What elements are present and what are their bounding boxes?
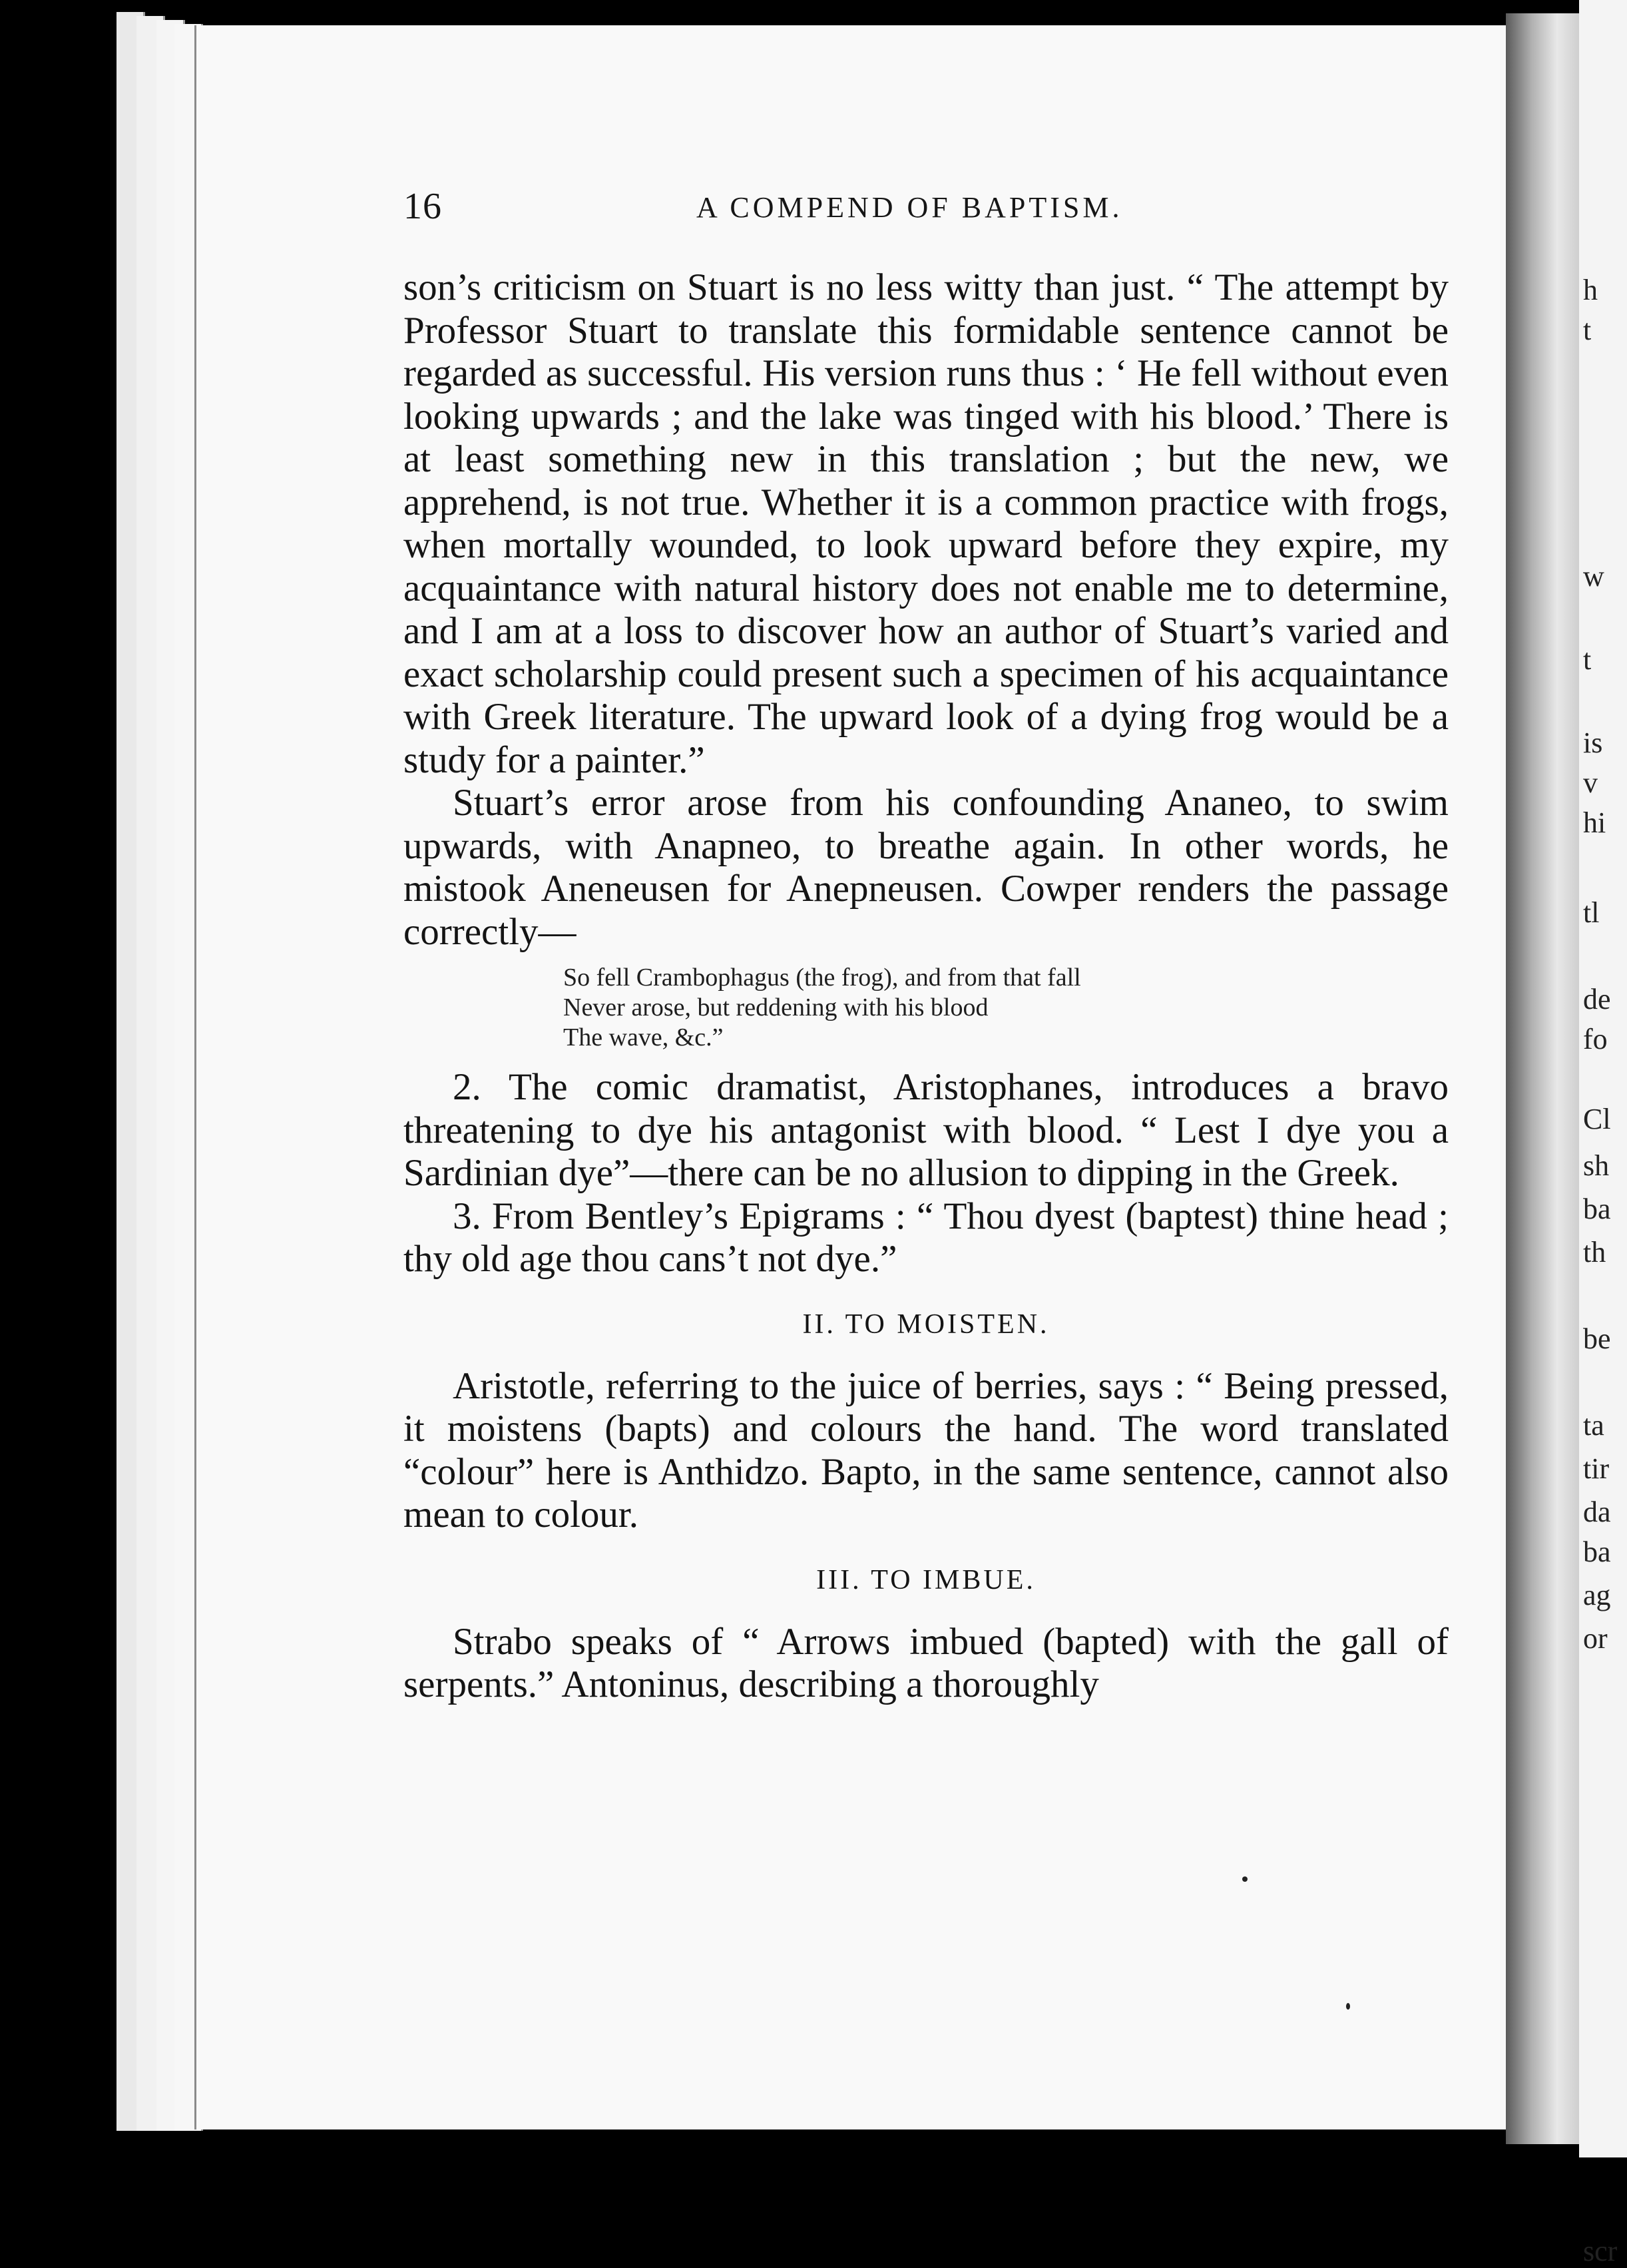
paragraph: Aristotle, referring to the juice of berries, says : “ Being pressed, it moistens (bapts) and colours the hand. The word translated “colour” here is Anthidzo. Bapto, in the same sentence, cannot also mean to colour. bbox=[403, 1364, 1449, 1536]
paragraph: 2. The comic dramatist, Aristophanes, introduces a bravo threatening to dye his antagonist with blood. “ Lest I dye you a Sardinian dye”—there can be no allusion to dipping in the Greek. bbox=[403, 1066, 1449, 1194]
section-heading: II. TO MOISTEN. bbox=[802, 1308, 1050, 1340]
section-heading: III. TO IMBUE. bbox=[816, 1564, 1036, 1595]
next-page-fragment: tl bbox=[1583, 896, 1600, 929]
next-page-fragment: ba bbox=[1583, 1536, 1611, 1568]
verse-line: Never arose, but reddening with his blood bbox=[563, 993, 989, 1021]
next-page-fragment: de bbox=[1583, 983, 1611, 1015]
next-page-fragment: v bbox=[1583, 766, 1598, 799]
next-page-fragment: fo bbox=[1583, 1023, 1608, 1055]
next-page-fragment: t bbox=[1583, 314, 1592, 346]
next-page-fragment: or bbox=[1583, 1622, 1608, 1655]
next-page-fragment: t bbox=[1583, 643, 1592, 676]
book-gutter bbox=[1506, 13, 1579, 2144]
next-page-edge bbox=[1579, 0, 1627, 2267]
ink-speck bbox=[1346, 2003, 1350, 2010]
next-page-fragment: ba bbox=[1583, 1193, 1611, 1225]
next-page-fragment: th bbox=[1583, 1236, 1606, 1269]
next-page-fragment: ag bbox=[1583, 1579, 1611, 1611]
paragraph: Stuart’s error arose from his confounding Ananeo, to swim upwards, with Anapneo, to breathe again. In other words, he mistook Aneneusen for Anepneusen. Cowper renders the passage correctly— bbox=[403, 782, 1449, 953]
next-page-fragment: is bbox=[1583, 726, 1603, 759]
next-page-fragment: da bbox=[1583, 1496, 1611, 1528]
next-page-fragment: tir bbox=[1583, 1452, 1610, 1485]
next-page-fragment: sh bbox=[1583, 1149, 1610, 1182]
running-title: A COMPEND OF BAPTISM. bbox=[696, 191, 1123, 224]
next-page-fragment: h bbox=[1583, 274, 1598, 306]
ink-speck bbox=[1242, 1876, 1248, 1882]
paragraph: Strabo speaks of “ Arrows imbued (bapted) with the gall of serpents.” Antoninus, describing a thoroughly bbox=[403, 1620, 1449, 1705]
page-number: 16 bbox=[403, 186, 442, 227]
next-page-fragment: hi bbox=[1583, 806, 1606, 839]
paragraph: son’s criticism on Stuart is no less witty than just. “ The attempt by Professor Stuart to translate this formidable sentence cannot be regarded as successful. His version runs thus : ‘ He fell without even looking upwards ; and the lake was tinged with his blood.’ There is at least something new in this translation ; but the new, we apprehend, is not true. Whether it is a common practice with frogs, when mortally wounded, to look upward before they expire, my acquaintance with natural history does not enable me to determine, and I am at a loss to discover how an author of Stuart’s varied and exact scholarship could present such a specimen of his acquaintance with Greek literature. The upward look of a dying frog would be a study for a painter.” bbox=[403, 266, 1449, 781]
next-page-fragment: Cl bbox=[1583, 1103, 1611, 1135]
next-page-fragment: scr bbox=[1583, 2235, 1618, 2267]
verse-line: The wave, &c.” bbox=[563, 1023, 724, 1051]
paragraph: 3. From Bentley’s Epigrams : “ Thou dyest (baptest) thine head ; thy old age thou cans’t not dye.” bbox=[403, 1195, 1449, 1280]
verse-quote bbox=[563, 963, 1449, 1053]
next-page-fragment: ta bbox=[1583, 1409, 1604, 1442]
next-page-fragment: w bbox=[1583, 560, 1604, 593]
verse-line: So fell Crambophagus (the frog), and from that fall bbox=[563, 964, 1081, 992]
next-page-fragment: be bbox=[1583, 1322, 1611, 1355]
page-body bbox=[403, 266, 1449, 1707]
